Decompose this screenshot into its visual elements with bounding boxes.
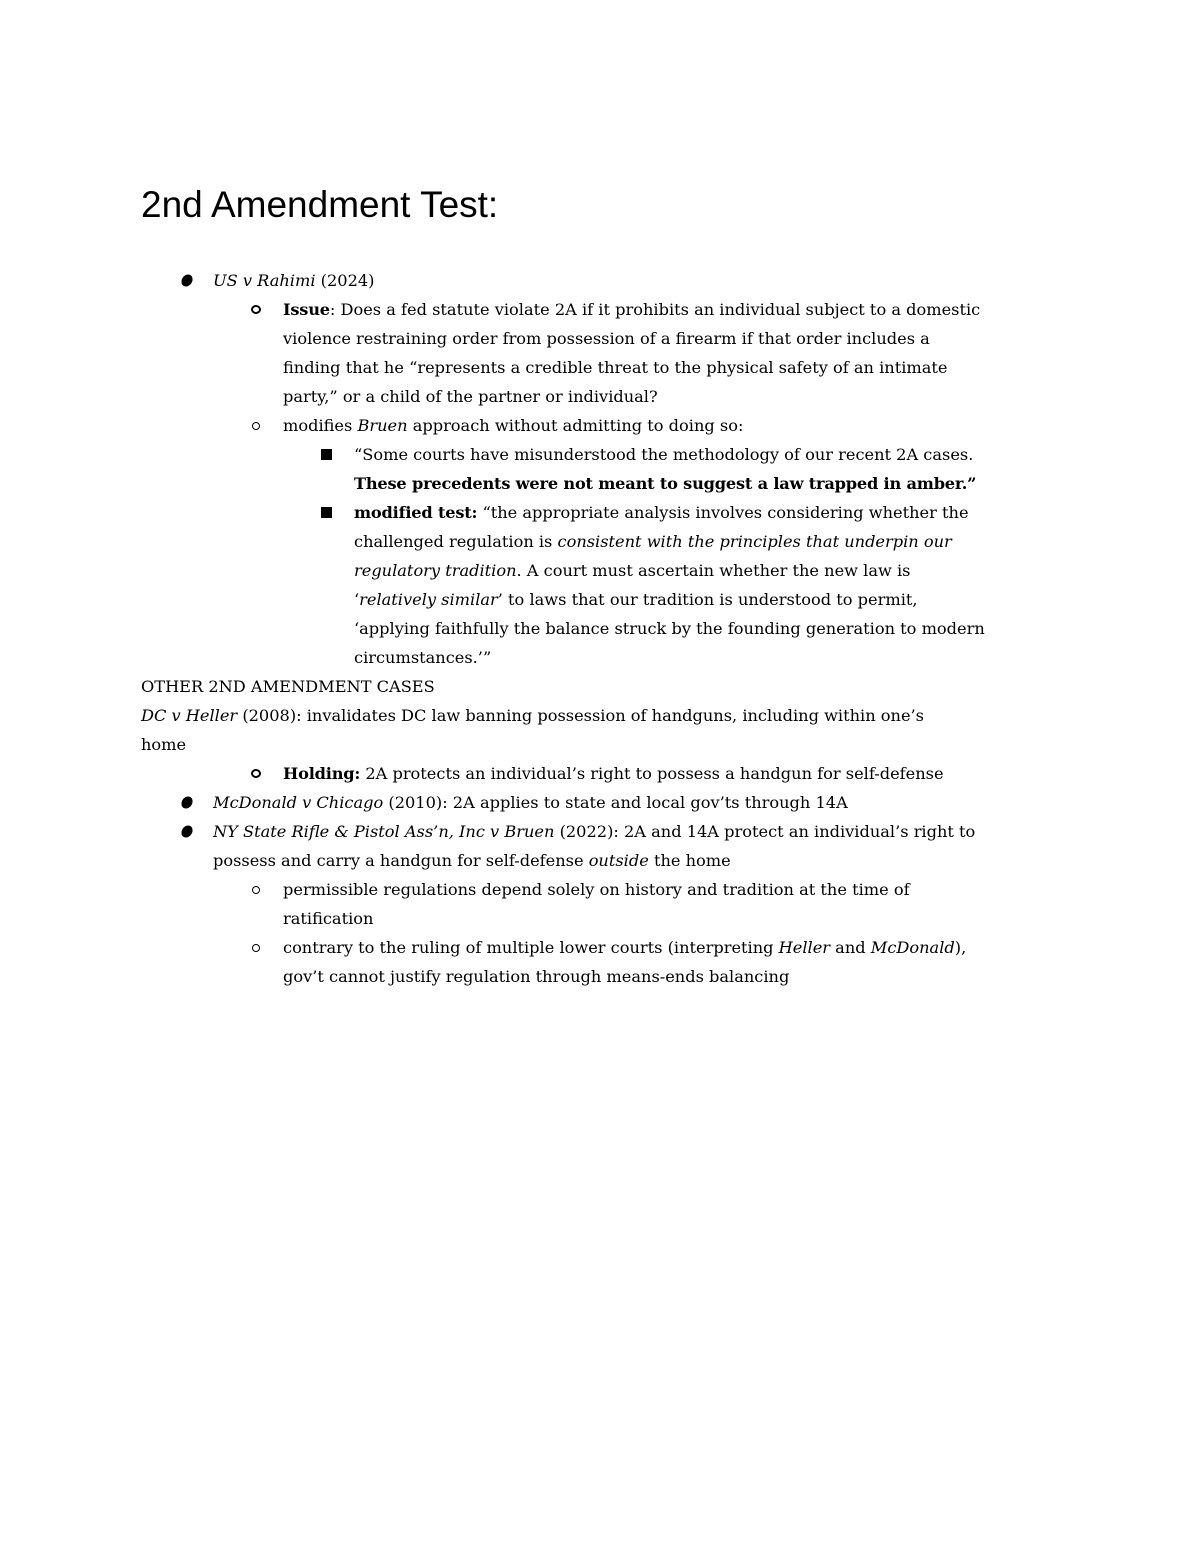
test-text-italic: regulatory tradition <box>354 561 517 580</box>
test-text-line: ‘applying faithfully the balance struck by the founding generation to modern <box>354 619 985 638</box>
holding-label: Holding: <box>283 764 361 783</box>
list-item-contrary <box>141 933 1071 962</box>
square-bullet-icon <box>318 440 334 469</box>
issue-text-line: party,” or a child of the partner or individual? <box>283 387 658 406</box>
heller-line <box>141 701 1071 730</box>
modified-test-label: modified test: <box>354 503 478 522</box>
permissible-text: permissible regulations depend solely on history and tradition at the time of <box>283 880 910 899</box>
case-name-mcdonald-ref: McDonald <box>870 938 955 957</box>
hollow-bullet-icon <box>248 875 264 904</box>
test-text-line <box>141 556 1071 585</box>
list-item-modified-test <box>141 498 1071 527</box>
hollow-bullet-icon <box>248 411 264 440</box>
case-name-heller: DC v Heller <box>141 706 238 725</box>
section-heading: OTHER 2ND AMENDMENT CASES <box>141 677 435 696</box>
test-text-line <box>141 527 1071 556</box>
contrary-text: contrary to the ruling of multiple lower courts (interpreting <box>283 938 779 957</box>
test-text-plain: ‘ <box>354 590 360 609</box>
heller-text: (2008): invalidates DC law banning possession of handguns, including within one’s <box>237 706 924 725</box>
test-text-line: “the appropriate analysis involves considering whether the <box>477 503 969 522</box>
case-name-bruen: NY State Rifle & Pistol Ass’n, Inc v Bruen <box>213 822 555 841</box>
list-item-issue <box>141 295 1071 324</box>
case-name-bruen-ref: Bruen <box>357 416 408 435</box>
bruen-text-line <box>141 846 1071 875</box>
filled-bullet-icon <box>179 266 195 295</box>
contrary-text: gov’t cannot justify regulation through means-ends balancing <box>283 967 790 986</box>
filled-bullet-icon <box>179 788 195 817</box>
test-text-plain: ’ to laws that our tradition is understood to permit, <box>497 590 918 609</box>
list-item-quote <box>141 440 1071 469</box>
issue-label: Issue <box>283 300 330 319</box>
square-bullet-icon <box>318 498 334 527</box>
list-item-modifies <box>141 411 1071 440</box>
bruen-text: (2022): 2A and 14A protect an individual’s right to <box>554 822 976 841</box>
issue-text-line: violence restraining order from possession of a firearm if that order includes a <box>283 329 930 348</box>
filled-bullet-icon <box>179 817 195 846</box>
hollow-bullet-icon <box>248 759 264 788</box>
bruen-text-italic: outside <box>588 851 649 870</box>
contrary-text: and <box>830 938 871 957</box>
hollow-bullet-icon <box>248 295 264 324</box>
hollow-bullet-icon <box>248 933 264 962</box>
quote-line: “Some courts have misunderstood the methodology of our recent 2A cases. <box>354 445 974 464</box>
test-text-line <box>141 585 1071 614</box>
holding-text: 2A protects an individual’s right to possess a handgun for self-defense <box>360 764 944 783</box>
test-text-italic: relatively similar <box>359 590 498 609</box>
test-text-line: circumstances.’” <box>354 648 492 667</box>
list-item-holding <box>141 759 1071 788</box>
issue-text-line: finding that he “represents a credible threat to the physical safety of an intimate <box>283 358 948 377</box>
bruen-text: possess and carry a handgun for self-defense <box>213 851 589 870</box>
mcdonald-text: (2010): 2A applies to state and local gov’ts through 14A <box>383 793 848 812</box>
permissible-text: ratification <box>283 909 374 928</box>
list-item-rahimi <box>141 266 1071 295</box>
heller-line: home <box>141 735 187 754</box>
quote-line-bold <box>141 469 1071 498</box>
test-text-plain: challenged regulation is <box>354 532 558 551</box>
contrary-text: ), <box>954 938 967 957</box>
list-item-mcdonald <box>141 788 1071 817</box>
case-name-heller-ref: Heller <box>778 938 831 957</box>
test-text-italic: consistent with the principles that underpin our <box>557 532 952 551</box>
case-name-mcdonald: McDonald v Chicago <box>213 793 384 812</box>
case-name-rahimi: US v Rahimi <box>213 271 316 290</box>
notes-body <box>141 266 1071 991</box>
modifies-prefix: modifies <box>283 416 358 435</box>
list-item-bruen <box>141 817 1071 846</box>
modifies-suffix: approach without admitting to doing so: <box>407 416 744 435</box>
test-text-plain: . A court must ascertain whether the new law is <box>516 561 911 580</box>
list-item-permissible <box>141 875 1071 904</box>
quote-emphasis: These precedents were not meant to suggest a law trapped in amber.” <box>354 474 977 493</box>
issue-text-line: : Does a fed statute violate 2A if it prohibits an individual subject to a domestic <box>329 300 981 319</box>
case-year-rahimi: (2024) <box>315 271 375 290</box>
page-title: 2nd Amendment Test: <box>141 184 499 225</box>
bruen-text: the home <box>648 851 731 870</box>
